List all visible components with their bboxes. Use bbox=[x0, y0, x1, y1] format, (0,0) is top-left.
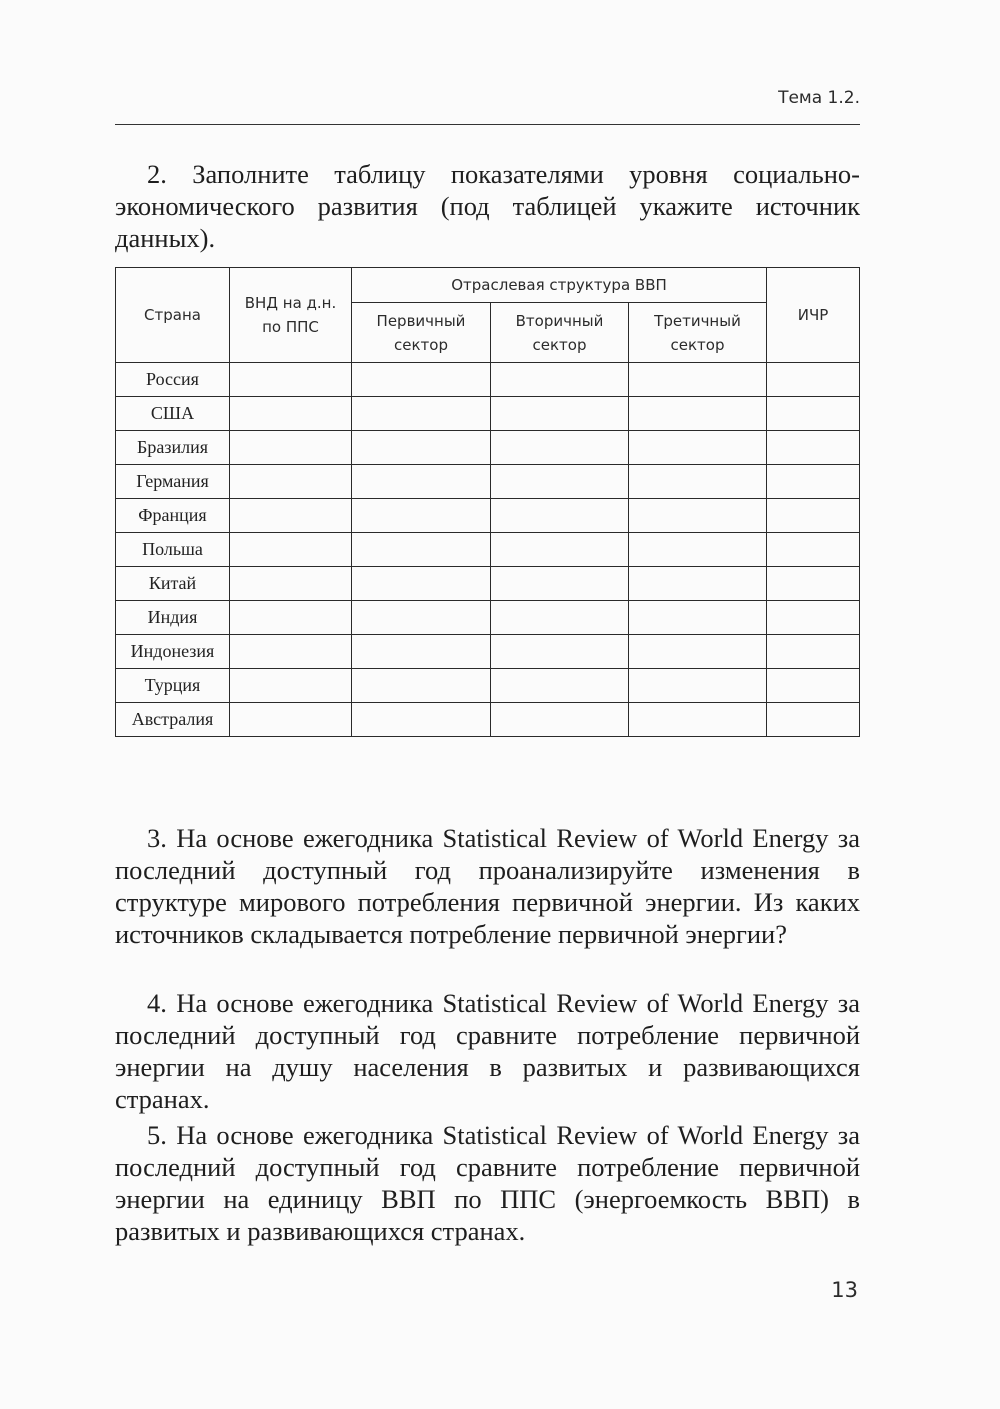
empty-cell bbox=[230, 601, 352, 635]
empty-cell bbox=[491, 601, 629, 635]
empty-cell bbox=[629, 465, 767, 499]
empty-cell bbox=[352, 601, 491, 635]
empty-cell bbox=[230, 703, 352, 737]
empty-cell bbox=[491, 397, 629, 431]
task-4 bbox=[115, 987, 860, 1115]
table-row bbox=[116, 669, 860, 703]
empty-cell bbox=[352, 567, 491, 601]
empty-cell bbox=[491, 669, 629, 703]
country-cell: Турция bbox=[116, 669, 230, 703]
table-row bbox=[116, 703, 860, 737]
empty-cell bbox=[352, 397, 491, 431]
empty-cell bbox=[629, 363, 767, 397]
empty-cell bbox=[230, 431, 352, 465]
header-gni: ВНД на д.н. по ППС bbox=[230, 268, 352, 363]
task-5 bbox=[115, 1119, 860, 1247]
empty-cell bbox=[767, 465, 860, 499]
empty-cell bbox=[352, 635, 491, 669]
empty-cell bbox=[767, 601, 860, 635]
header-secondary-sector: Вторичный сектор bbox=[491, 303, 629, 363]
empty-cell bbox=[230, 465, 352, 499]
country-cell: Польша bbox=[116, 533, 230, 567]
empty-cell bbox=[352, 499, 491, 533]
table-row bbox=[116, 499, 860, 533]
empty-cell bbox=[629, 533, 767, 567]
empty-cell bbox=[629, 601, 767, 635]
task-5-text: 5. На основе ежегодника Statistical Review of World Energy за последний доступный год сравните потребление первичной энергии на единицу ВВП по ППС (энергоемкость ВВП) в развитых и развивающихся странах. bbox=[115, 1120, 860, 1246]
task-3 bbox=[115, 822, 860, 950]
empty-cell bbox=[767, 669, 860, 703]
empty-cell bbox=[491, 499, 629, 533]
country-cell: Австралия bbox=[116, 703, 230, 737]
empty-cell bbox=[491, 431, 629, 465]
country-cell: Германия bbox=[116, 465, 230, 499]
empty-cell bbox=[230, 567, 352, 601]
header-country: Страна bbox=[116, 268, 230, 363]
empty-cell bbox=[629, 567, 767, 601]
empty-cell bbox=[230, 635, 352, 669]
empty-cell bbox=[629, 635, 767, 669]
empty-cell bbox=[629, 431, 767, 465]
empty-cell bbox=[767, 363, 860, 397]
empty-cell bbox=[230, 363, 352, 397]
empty-cell bbox=[767, 431, 860, 465]
task-2-text: 2. Заполните таблицу показателями уровня социально-экономического развития (под таблицей укажите источник данных). bbox=[115, 159, 860, 253]
task-4-text: 4. На основе ежегодника Statistical Review of World Energy за последний доступный год сравните потребление первичной энергии на душу населения в развитых и развивающихся странах. bbox=[115, 988, 860, 1114]
empty-cell bbox=[230, 533, 352, 567]
empty-cell bbox=[767, 533, 860, 567]
empty-cell bbox=[629, 499, 767, 533]
header-primary-sector: Первичный сектор bbox=[352, 303, 491, 363]
country-cell: Китай bbox=[116, 567, 230, 601]
empty-cell bbox=[767, 499, 860, 533]
empty-cell bbox=[352, 703, 491, 737]
topic-label: Тема 1.2. bbox=[778, 88, 860, 108]
table-row bbox=[116, 397, 860, 431]
empty-cell bbox=[629, 397, 767, 431]
empty-cell bbox=[352, 533, 491, 567]
empty-cell bbox=[767, 397, 860, 431]
table-row bbox=[116, 601, 860, 635]
table-row bbox=[116, 533, 860, 567]
header-gdp-structure: Отраслевая структура ВВП bbox=[352, 268, 767, 303]
empty-cell bbox=[491, 635, 629, 669]
header-tertiary-sector: Третичный сектор bbox=[629, 303, 767, 363]
empty-cell bbox=[629, 669, 767, 703]
empty-cell bbox=[230, 499, 352, 533]
table-row bbox=[116, 363, 860, 397]
empty-cell bbox=[491, 363, 629, 397]
header-divider bbox=[115, 124, 860, 125]
empty-cell bbox=[230, 669, 352, 703]
country-cell: Индонезия bbox=[116, 635, 230, 669]
empty-cell bbox=[767, 703, 860, 737]
country-cell: Франция bbox=[116, 499, 230, 533]
table-row bbox=[116, 465, 860, 499]
country-cell: Россия bbox=[116, 363, 230, 397]
empty-cell bbox=[629, 703, 767, 737]
socio-economic-table bbox=[115, 267, 860, 737]
empty-cell bbox=[767, 567, 860, 601]
empty-cell bbox=[767, 635, 860, 669]
empty-cell bbox=[352, 465, 491, 499]
empty-cell bbox=[352, 669, 491, 703]
country-cell: Бразилия bbox=[116, 431, 230, 465]
empty-cell bbox=[352, 363, 491, 397]
header-hdi: ИЧР bbox=[767, 268, 860, 363]
table-row bbox=[116, 567, 860, 601]
empty-cell bbox=[491, 465, 629, 499]
country-cell: Индия bbox=[116, 601, 230, 635]
task-2 bbox=[115, 158, 860, 254]
empty-cell bbox=[491, 533, 629, 567]
table-row bbox=[116, 431, 860, 465]
table-row bbox=[116, 635, 860, 669]
country-cell: США bbox=[116, 397, 230, 431]
task-3-text: 3. На основе ежегодника Statistical Review of World Energy за последний доступный год проанализируйте изменения в структуре мирового потребления первичной энергии. Из каких источников складывается потребление первичной энергии? bbox=[115, 823, 860, 949]
empty-cell bbox=[491, 703, 629, 737]
page-number: 13 bbox=[831, 1278, 858, 1302]
empty-cell bbox=[352, 431, 491, 465]
empty-cell bbox=[230, 397, 352, 431]
empty-cell bbox=[491, 567, 629, 601]
